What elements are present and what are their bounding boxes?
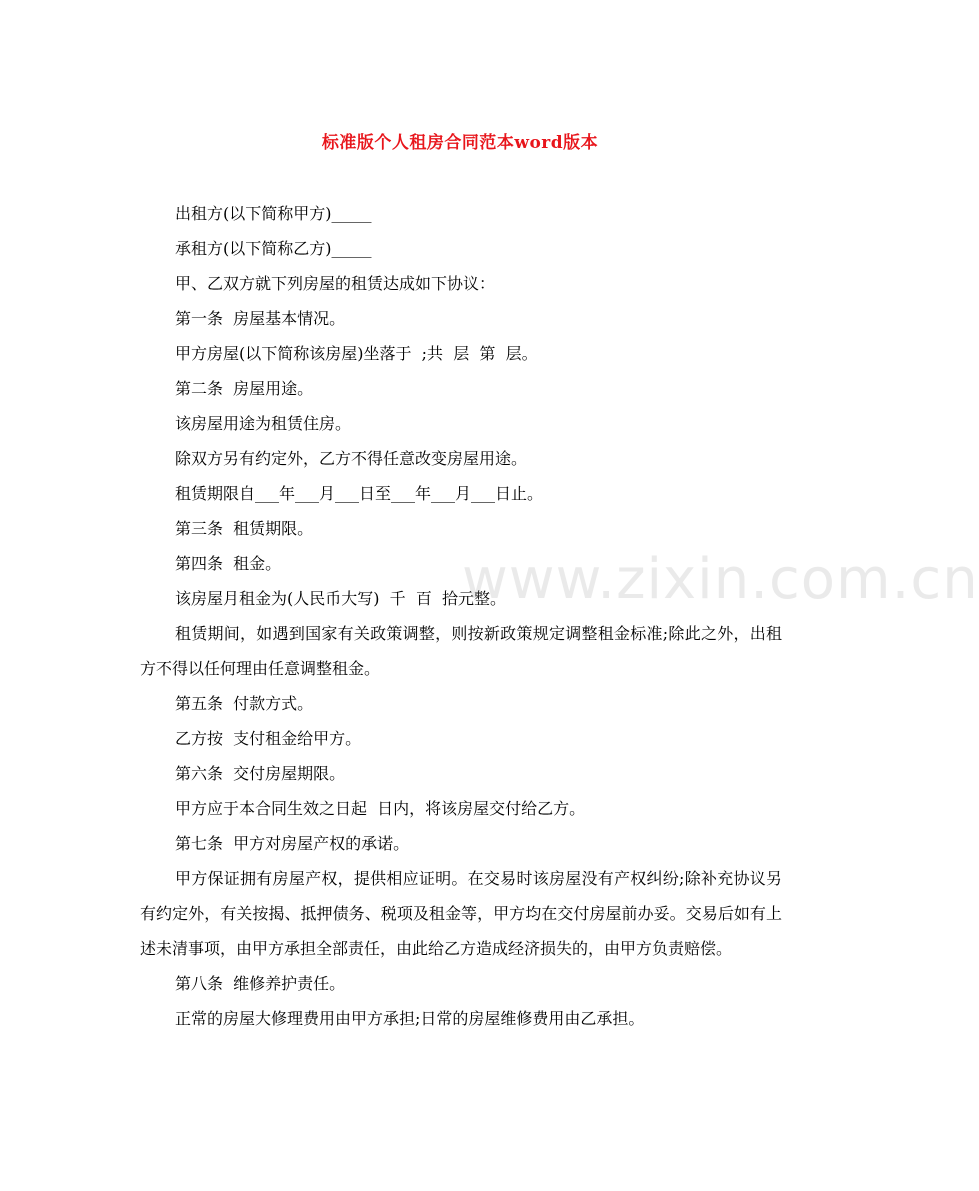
lease-term-dates: 租赁期限自___年___月___日至___年___月___日止。 xyxy=(175,484,544,503)
article-5-heading: 第五条 付款方式。 xyxy=(175,694,314,713)
article-8-repair: 正常的房屋大修理费用由甲方承担;日常的房屋维修费用由乙承担。 xyxy=(175,1009,645,1028)
article-5-payment: 乙方按 支付租金给甲方。 xyxy=(175,729,362,748)
article-2-heading: 第二条 房屋用途。 xyxy=(175,379,314,398)
document-title: 标准版个人租房合同范本word版本 xyxy=(321,133,599,153)
article-6-delivery: 甲方应于本合同生效之日起 日内，将该房屋交付给乙方。 xyxy=(175,799,586,818)
article-8-heading: 第八条 维修养护责任。 xyxy=(175,974,346,993)
article-4-rent-adjustment: 租赁期间，如遇到国家有关政策调整，则按新政策规定调整租金标准;除此之外，出租方不得以任何理由任意调整租金。 xyxy=(140,624,782,678)
article-1-location: 甲方房屋(以下简称该房屋)坐落于 ;共 层 第 层。 xyxy=(175,344,538,363)
article-2-restriction: 除双方另有约定外，乙方不得任意改变房屋用途。 xyxy=(175,449,528,468)
article-4-heading: 第四条 租金。 xyxy=(175,554,282,573)
watermark: www.zixin.com.cn xyxy=(462,547,979,612)
article-7-ownership: 甲方保证拥有房屋产权，提供相应证明。在交易时该房屋没有产权纠纷;除补充协议另有约定外，有关按揭、抵押债务、税项及租金等，甲方均在交付房屋前办妥。交易后如有上述未清事项，由甲方承担全部责任，由此给乙方造成经济损失的，由甲方负责赔偿。 xyxy=(140,869,782,958)
document-body xyxy=(140,196,782,1036)
article-2-usage: 该房屋用途为租赁住房。 xyxy=(175,414,352,433)
article-1-heading: 第一条 房屋基本情况。 xyxy=(175,309,346,328)
paragraph-lessee: 承租方(以下简称乙方)_____ xyxy=(175,239,372,258)
paragraph-lessor: 出租方(以下简称甲方)_____ xyxy=(175,204,372,223)
article-6-heading: 第六条 交付房屋期限。 xyxy=(175,764,346,783)
article-7-heading: 第七条 甲方对房屋产权的承诺。 xyxy=(175,834,410,853)
article-3-heading: 第三条 租赁期限。 xyxy=(175,519,314,538)
paragraph-agreement-intro: 甲、乙双方就下列房屋的租赁达成如下协议： xyxy=(175,274,496,293)
article-4-rent-amount: 该房屋月租金为(人民币大写) 千 百 拾元整。 xyxy=(175,589,507,608)
